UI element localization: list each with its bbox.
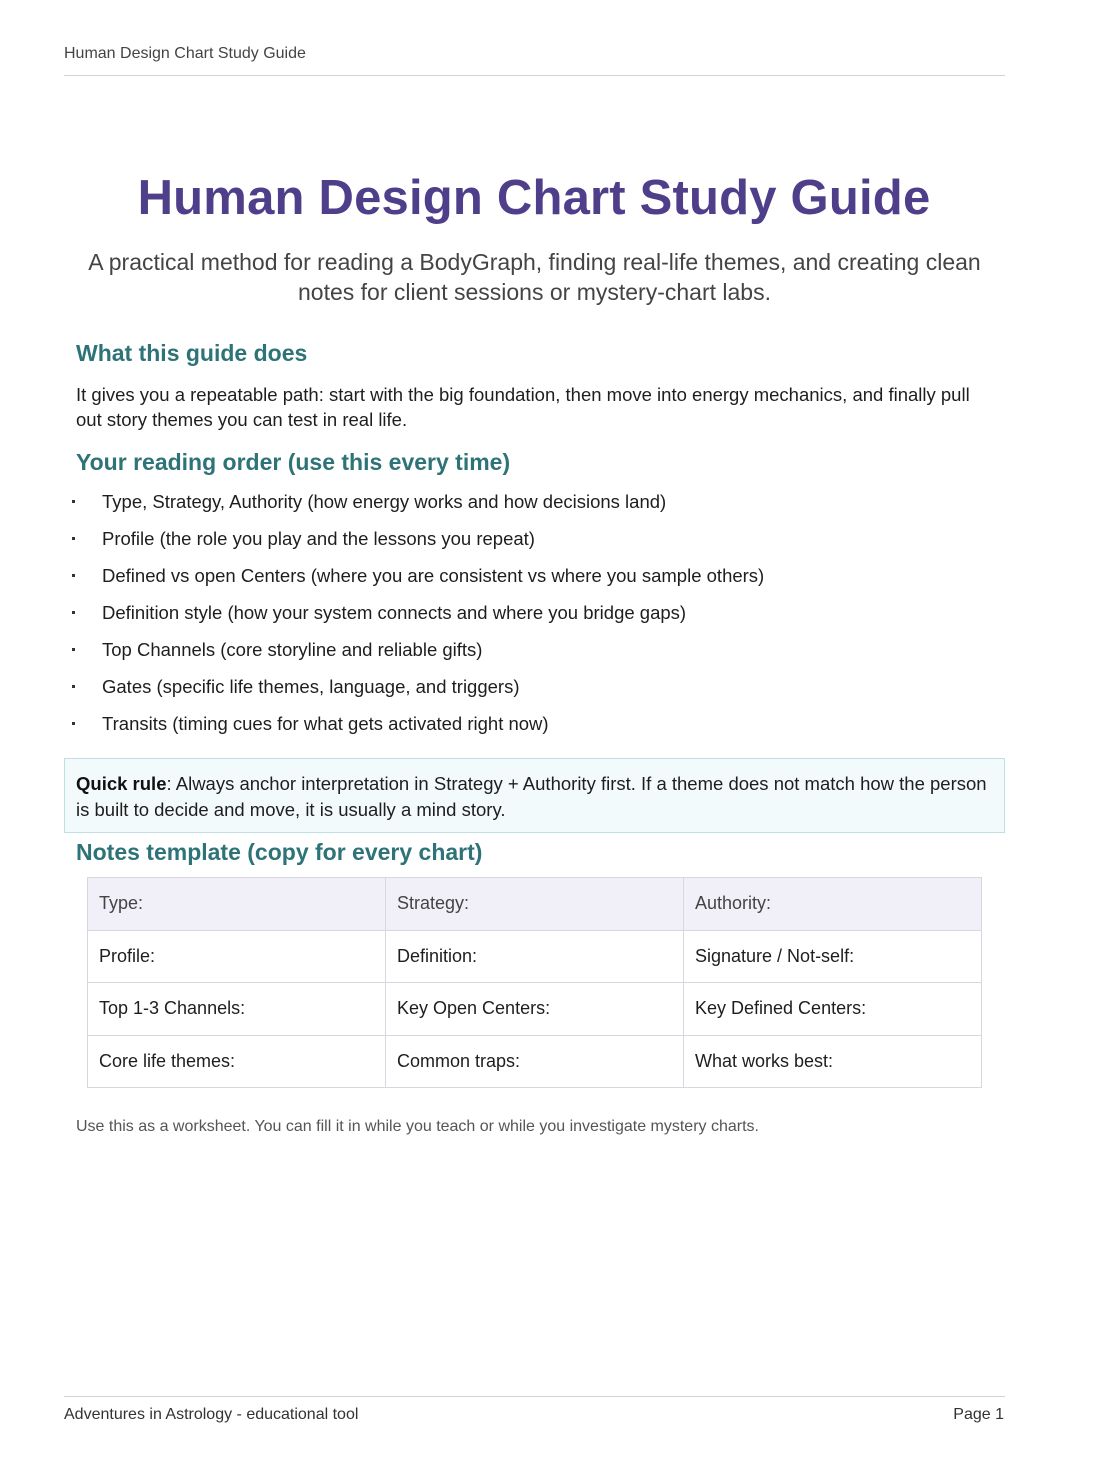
bullet-icon [72, 537, 75, 540]
bullet-icon [72, 685, 75, 688]
footer-divider [64, 1396, 1005, 1397]
table-cell: Strategy: [386, 878, 684, 931]
list-item [70, 711, 764, 748]
quick-rule-label: Quick rule [76, 773, 167, 794]
list-item-text: Gates (specific life themes, language, and triggers) [102, 676, 520, 697]
worksheet-footnote: Use this as a worksheet. You can fill it in while you teach or while you investigate mystery charts. [76, 1118, 759, 1135]
heading-notes-template: Notes template (copy for every chart) [76, 839, 483, 865]
list-item [70, 489, 764, 526]
page-subtitle: A practical method for reading a BodyGraph, finding real-life themes, and creating clean notes for client sessions or mystery-chart labs. [88, 249, 981, 305]
reading-order-list [70, 489, 764, 748]
list-item [70, 563, 764, 600]
page-number: Page 1 [953, 1406, 1004, 1423]
list-item-text: Profile (the role you play and the lessons you repeat) [102, 528, 535, 549]
quick-rule-text: : Always anchor interpretation in Strategy + Authority first. If a theme does not match how the person is built to decide and move, it is usually a mind story. [76, 773, 987, 820]
heading-what-this-guide-does: What this guide does [76, 340, 308, 366]
table-cell: Definition: [386, 930, 684, 983]
table-row [88, 983, 982, 1036]
list-item [70, 674, 764, 711]
bullet-icon [72, 500, 75, 503]
table-cell: Profile: [88, 930, 386, 983]
notes-template-table [87, 877, 982, 1088]
table-cell: Type: [88, 878, 386, 931]
list-item-text: Definition style (how your system connects and where you bridge gaps) [102, 602, 687, 623]
what-this-guide-does-body: It gives you a repeatable path: start with the big foundation, then move into energy mechanics, and finally pull out story themes you can test in real life. [76, 384, 970, 430]
quick-rule-callout [64, 758, 1005, 833]
running-header: Human Design Chart Study Guide [64, 45, 306, 62]
list-item [70, 637, 764, 674]
bullet-icon [72, 648, 75, 651]
page-title: Human Design Chart Study Guide [137, 171, 931, 225]
bullet-icon [72, 722, 75, 725]
table-cell: Common traps: [386, 1035, 684, 1088]
list-item-text: Defined vs open Centers (where you are consistent vs where you sample others) [102, 565, 765, 586]
header-divider [64, 75, 1005, 76]
table-row [88, 1035, 982, 1088]
table-cell: Key Defined Centers: [684, 983, 982, 1036]
table-cell: Signature / Not-self: [684, 930, 982, 983]
table-cell: What works best: [684, 1035, 982, 1088]
table-cell: Core life themes: [88, 1035, 386, 1088]
list-item-text: Top Channels (core storyline and reliable gifts) [102, 639, 483, 660]
list-item [70, 526, 764, 563]
list-item [70, 600, 764, 637]
table-cell: Authority: [684, 878, 982, 931]
table-row [88, 930, 982, 983]
list-item-text: Type, Strategy, Authority (how energy works and how decisions land) [102, 491, 667, 512]
footer-source: Adventures in Astrology - educational tool [64, 1406, 359, 1423]
bullet-icon [72, 574, 75, 577]
heading-reading-order: Your reading order (use this every time) [76, 449, 511, 475]
table-row [88, 878, 982, 931]
table-cell: Top 1-3 Channels: [88, 983, 386, 1036]
bullet-icon [72, 611, 75, 614]
table-cell: Key Open Centers: [386, 983, 684, 1036]
list-item-text: Transits (timing cues for what gets activated right now) [102, 713, 549, 734]
